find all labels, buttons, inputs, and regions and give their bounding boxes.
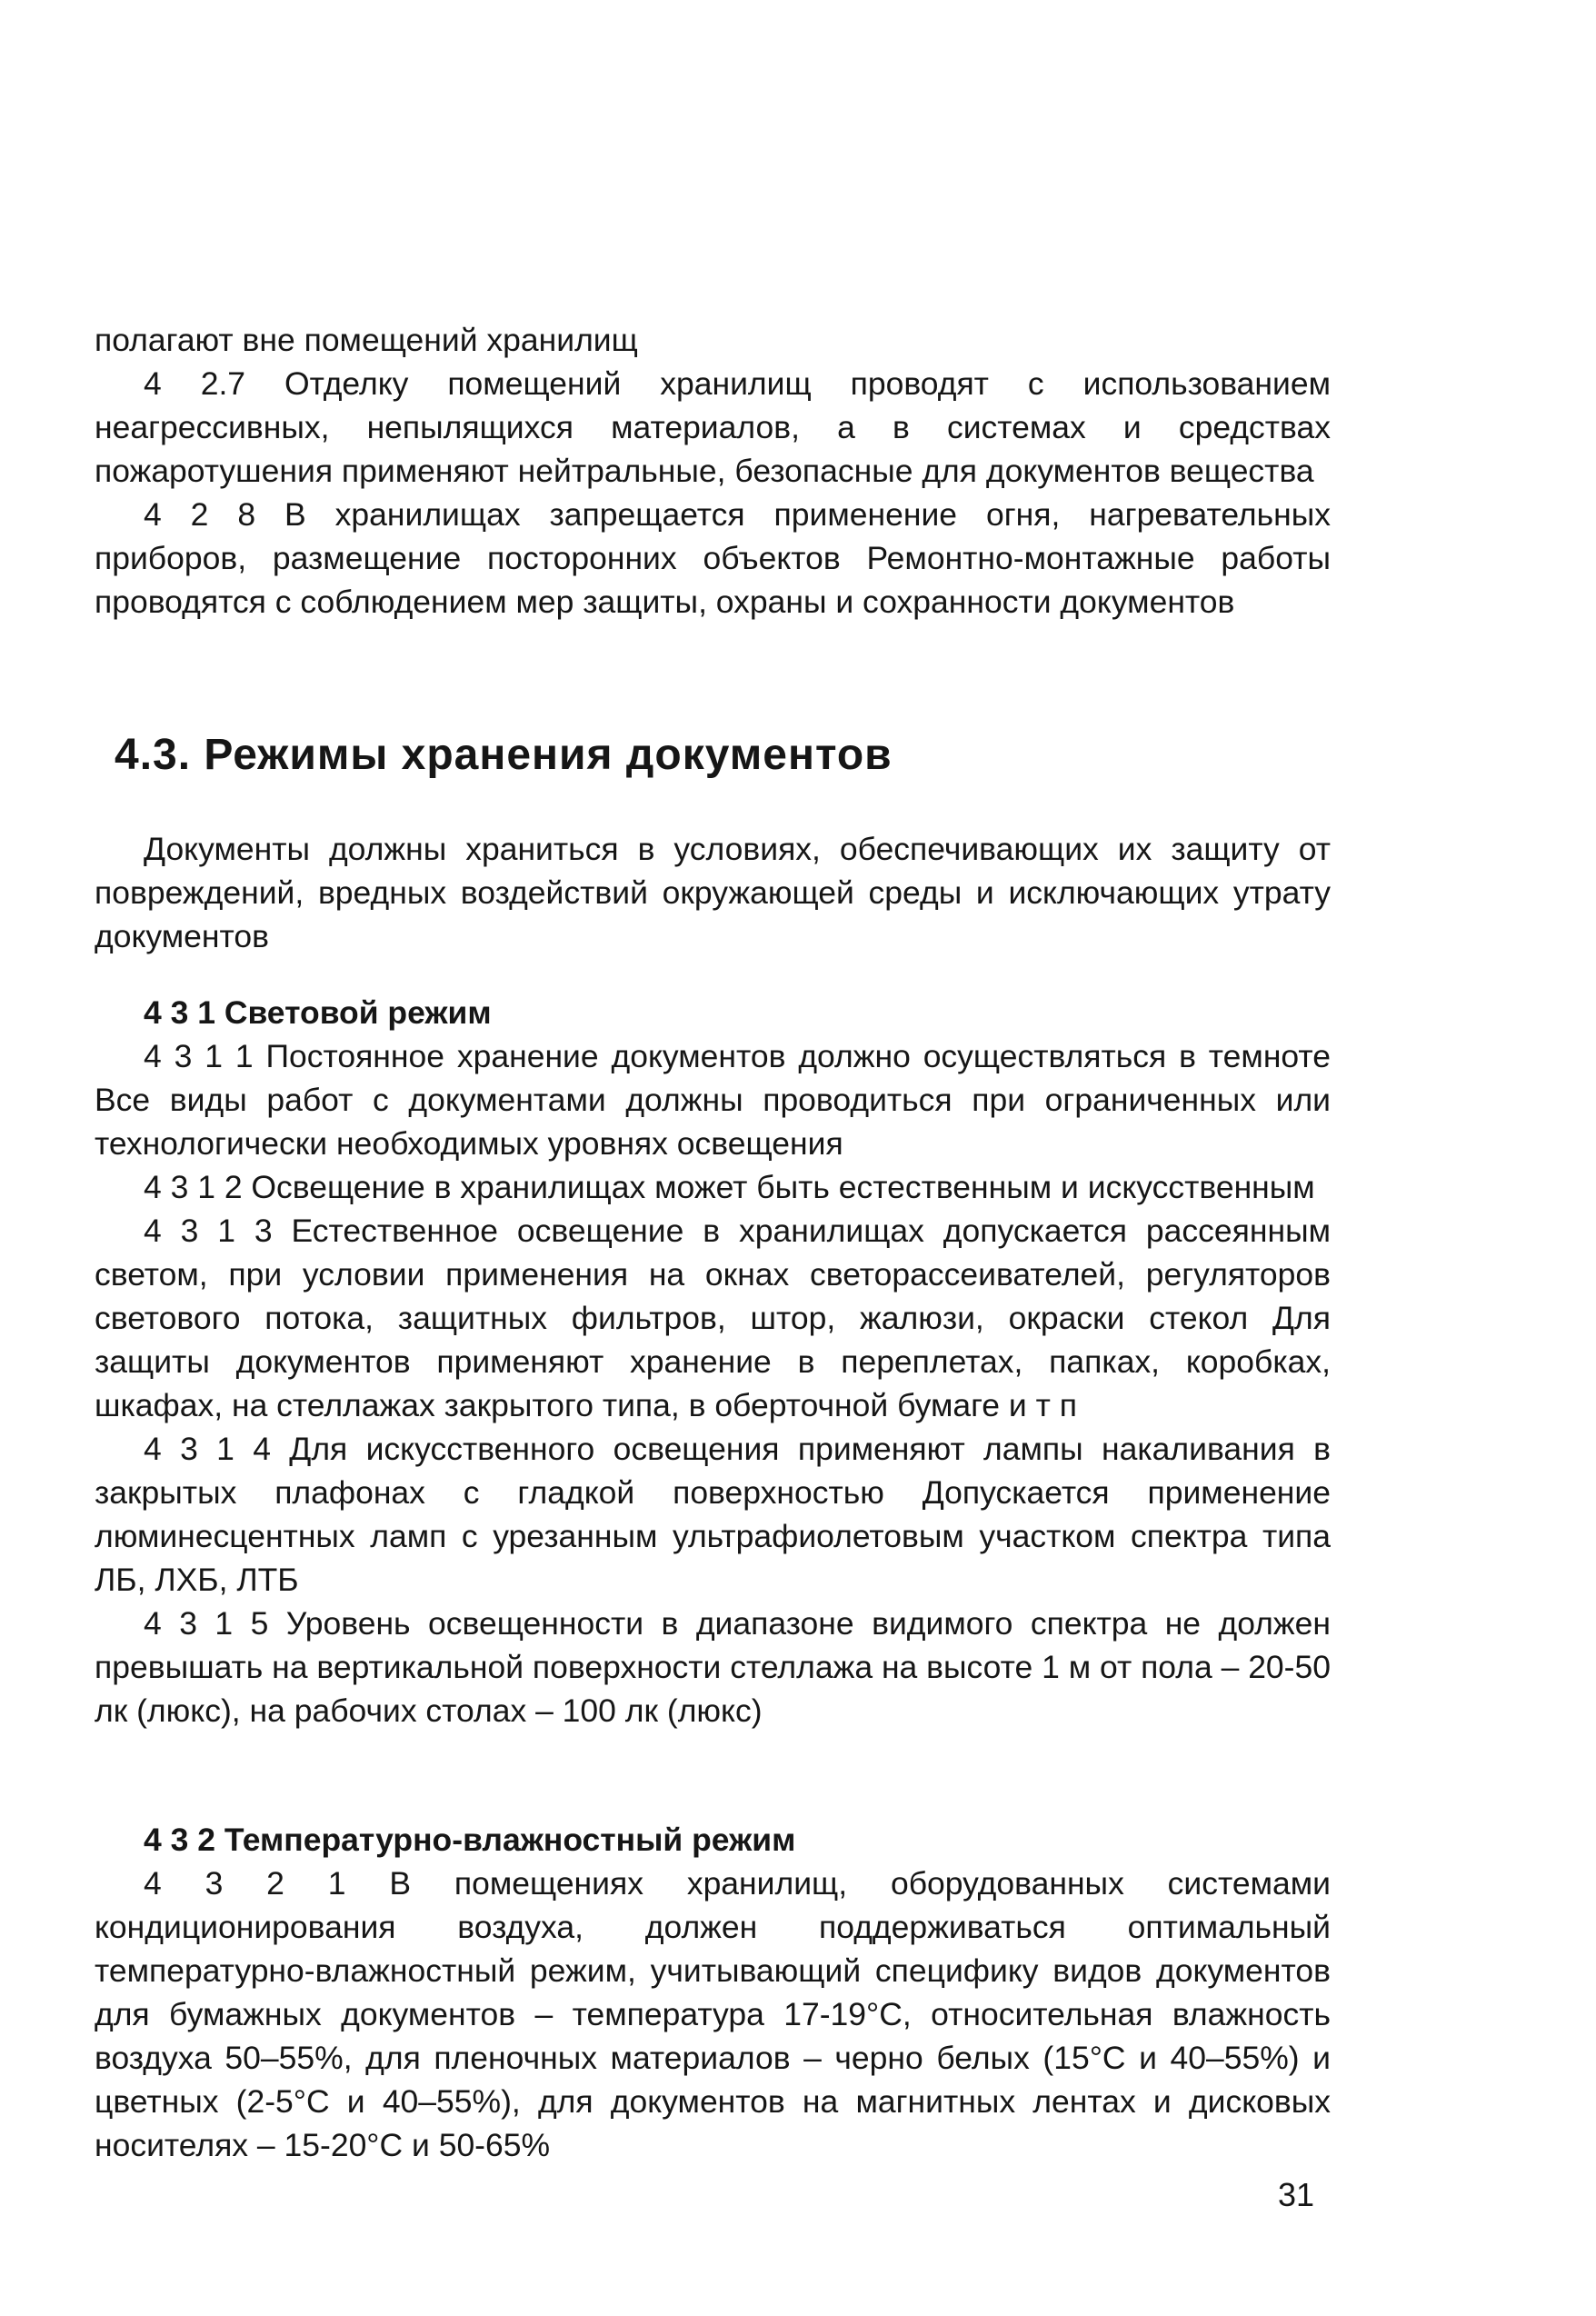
subsection-title-lighting: 4 3 1 Световой режим	[144, 994, 492, 1031]
paragraph-4-3-1-4: 4 3 1 4 Для искусственного освещения применяют лампы накаливания в закрытых плафонах с гладкой поверхностью Допускается применение люминесцентных ламп с урезанным ультрафиолетовым участком спектра типа ЛБ, ЛХБ, ЛТБ	[95, 1431, 1331, 1598]
paragraph-4-2-7: 4 2.7 Отделку помещений хранилищ проводят с использованием неагрессивных, непылящихся материалов, а в системах и средствах пожаротушения применяют нейтральные, безопасные для документов вещества	[95, 365, 1331, 489]
section-intro	[95, 827, 1331, 958]
paragraph-4-3-2-1: 4 3 2 1 В помещениях хранилищ, оборудованных системами кондиционирования воздуха, должен поддерживаться оптимальный температурно-влажностный режим, учитывающий специфику видов документов для бумажных документов – температура 17-19°С, относительная влажность воздуха 50–55%, для пленочных материалов – черно белых (15°С и 40–55%) и цветных (2-5°С и 40–55%), для документов на магнитных лентах и дисковых носителях – 15-20°С и 50-65%	[95, 1865, 1331, 2163]
page-number: 31	[1278, 2176, 1315, 2213]
paragraph-4-3-1-3: 4 3 1 3 Естественное освещение в хранилищах допускается рассеянным светом, при условии применения на окнах светорассеивателей, регуляторов светового потока, защитных фильтров, штор, жалюзи, окраски стекол Для защиты документов применяют хранение в переплетах, папках, коробках, шкафах, на стеллажах закрытого типа, в оберточной бумаге и т п	[95, 1213, 1331, 1423]
paragraph-4-2-8: 4 2 8 В хранилищах запрещается применение огня, нагревательных приборов, размещение посторонних объектов Ремонтно-монтажные работы проводятся с соблюдением мер защиты, охраны и сохранности документов	[95, 496, 1331, 620]
paragraph-continuation: полагают вне помещений хранилищ	[95, 322, 638, 358]
subsection-lighting	[95, 991, 1331, 1732]
paragraph-4-3-1-2: 4 3 1 2 Освещение в хранилищах может быть естественным и искусственным	[144, 1169, 1315, 1205]
section-title: 4.3. Режимы хранения документов	[115, 731, 893, 779]
subsection-title-climate: 4 3 2 Температурно-влажностный режим	[144, 1822, 796, 1858]
paragraphs-4-2	[95, 318, 1331, 624]
paragraph-4-3-1-5: 4 3 1 5 Уровень освещенности в диапазоне видимого спектра не должен превышать на вертикальной поверхности стеллажа на высоте 1 м от пола – 20-50 лк (люкс), на рабочих столах – 100 лк (люкс)	[95, 1605, 1331, 1729]
subsection-climate	[95, 1818, 1331, 2167]
paragraph-4-3-1-1: 4 3 1 1 Постоянное хранение документов должно осуществляться в темноте Все виды работ с документами должны проводиться при ограниченных или технологически необходимых уровнях освещения	[95, 1038, 1331, 1162]
intro-paragraph: Документы должны храниться в условиях, обеспечивающих их защиту от повреждений, вредных воздействий окружающей среды и исключающих утрату документов	[95, 831, 1331, 954]
